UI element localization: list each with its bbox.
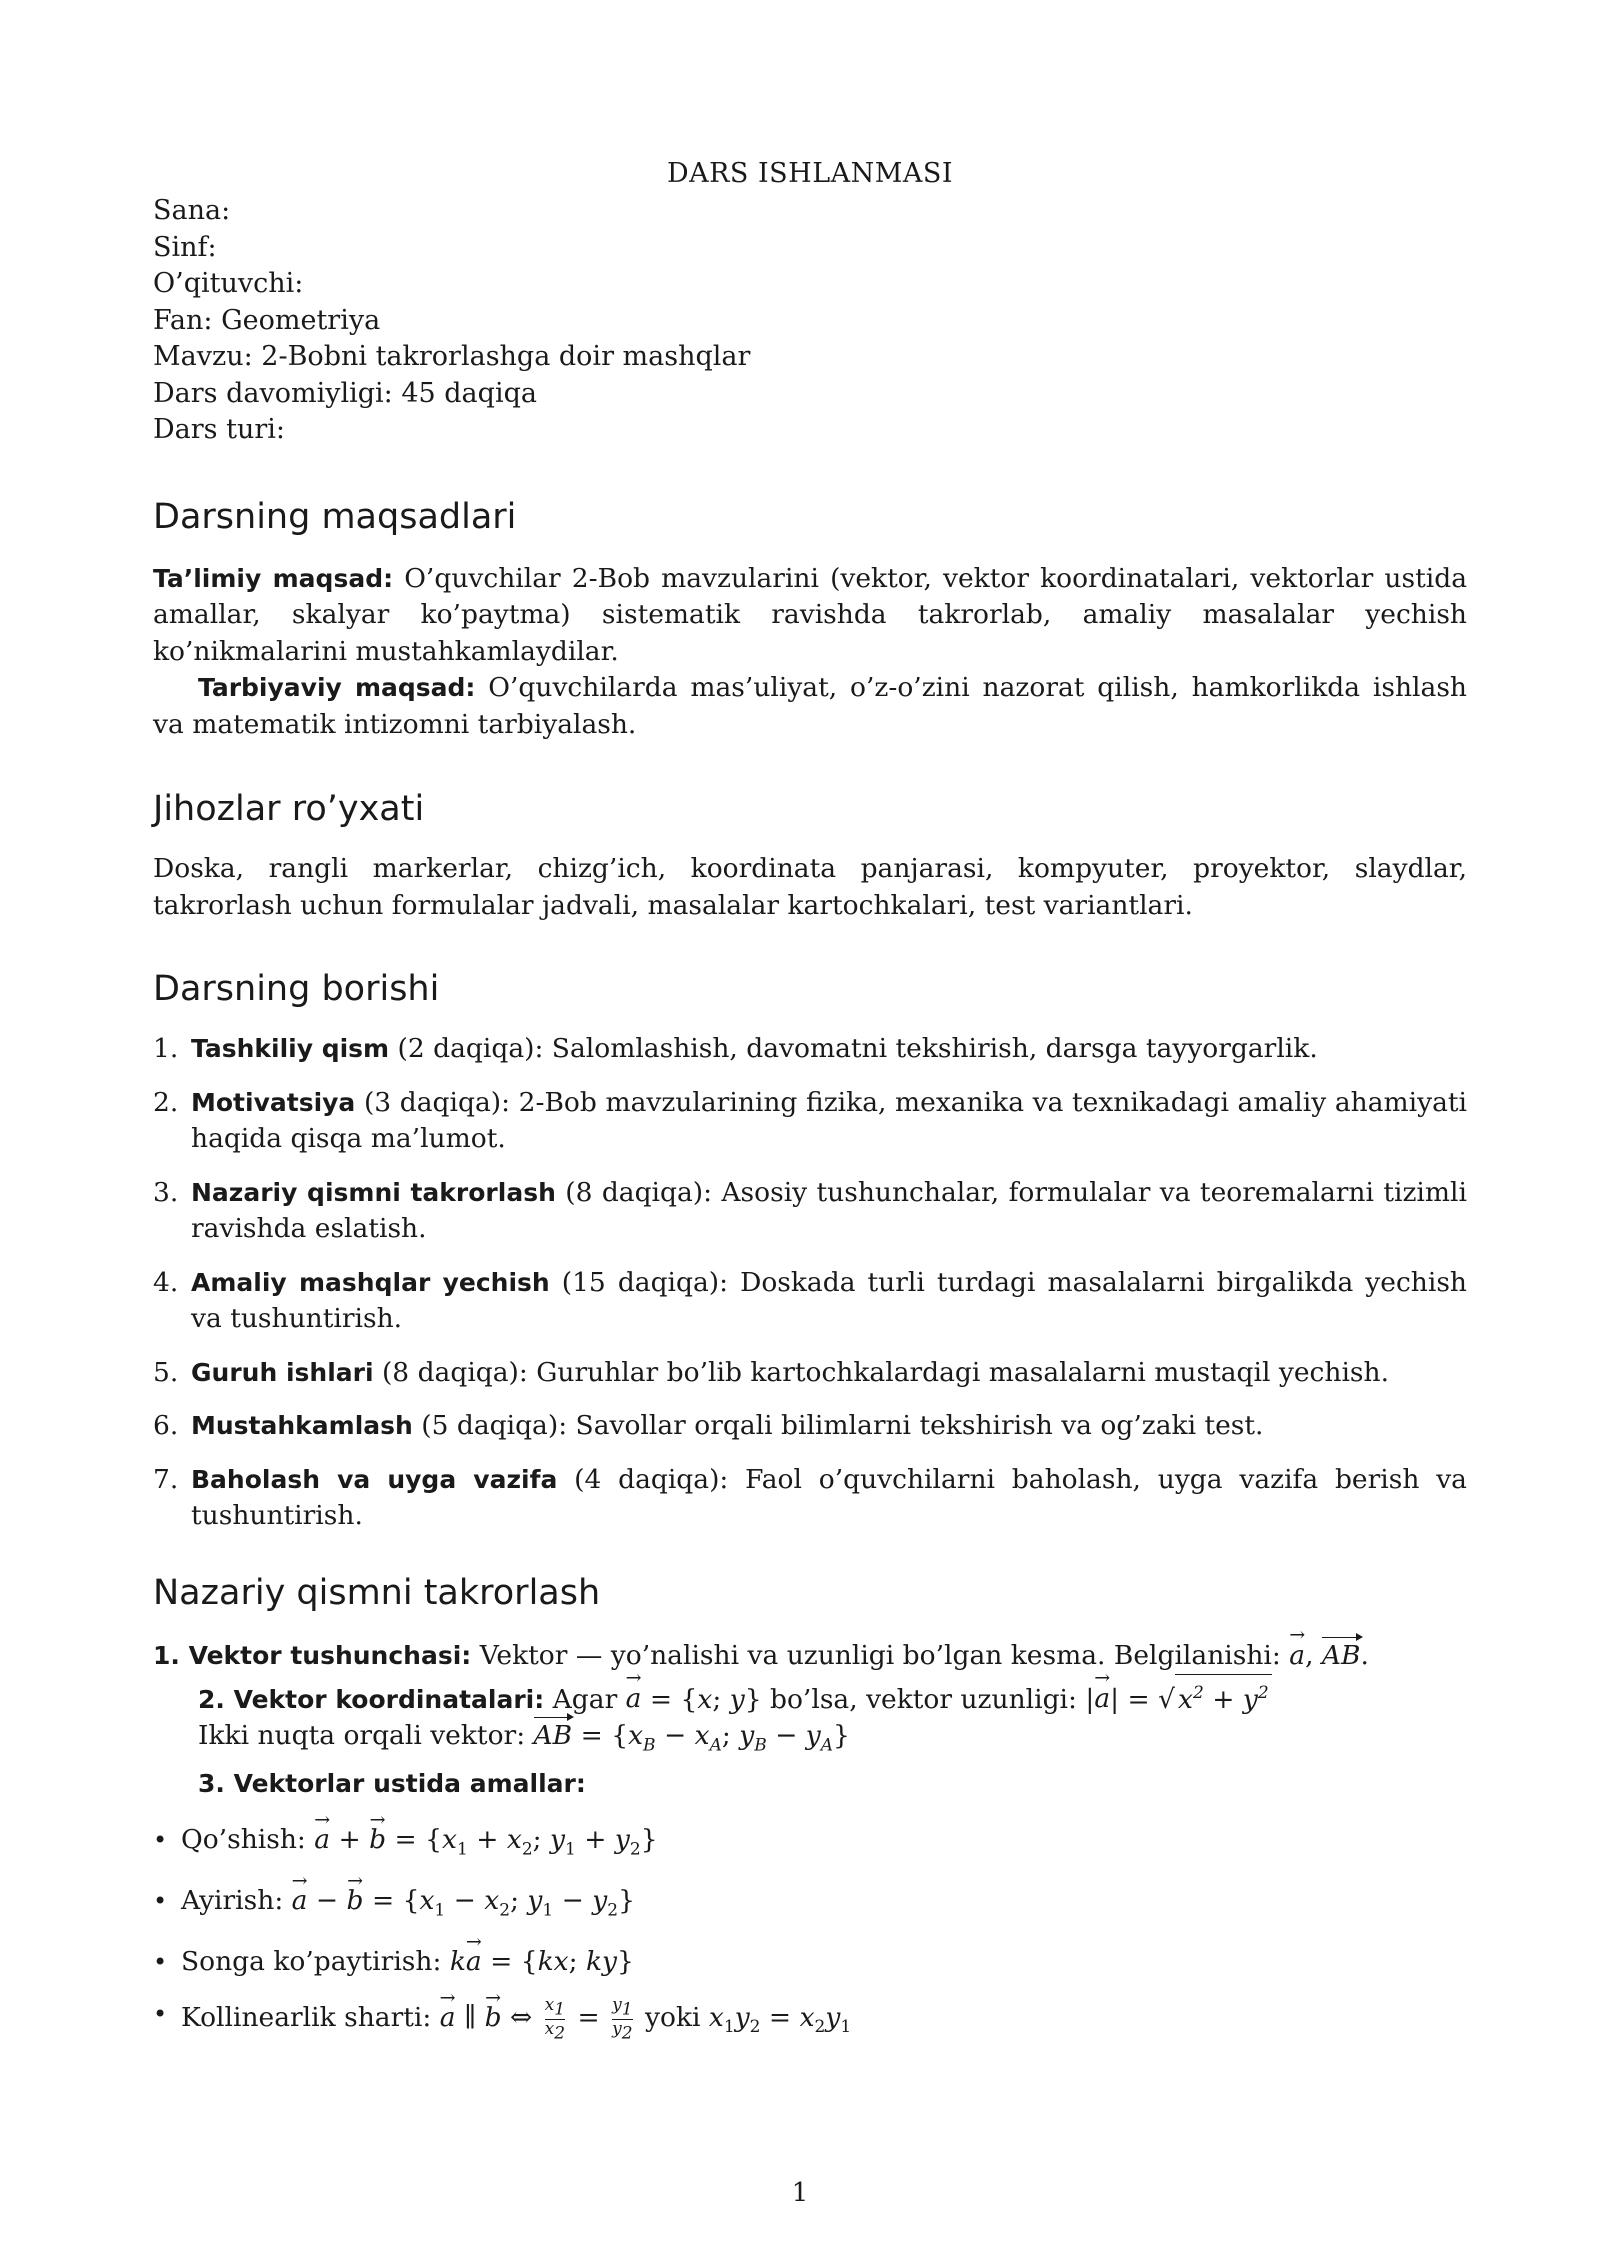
theory-item1-text: Vektor — yo’nalishi va uzunligi bo’lgan kesma. Belgilanishi: — [471, 1639, 1290, 1671]
theory-vector-coords: 2. Vektor koordinatalari: Agar → a = {x; y} bo’lsa, vektor uzunligi: |→ a| = √ $x^2 + y^2$ — [153, 1674, 1467, 1718]
formula-vector-ab: AB — [534, 1717, 573, 1754]
list-item — [153, 1175, 1467, 1248]
theory-operations-heading — [153, 1765, 1467, 1802]
theory-two-points-text: Ikki nuqta orqali vektor: — [198, 1720, 534, 1752]
list-item — [153, 1031, 1467, 1068]
step-number: 1. — [153, 1033, 179, 1064]
op-label: Ayirish: — [181, 1884, 292, 1916]
operations-list — [153, 1822, 1467, 2046]
step-text: (2 daqiqa): Salomlashish, davomatni tekshirish, darsga tayyorgarlik. — [389, 1033, 1318, 1064]
theory-block — [153, 1637, 1467, 1802]
formula-vector-b: → b — [485, 2000, 502, 2036]
educational-goal-text: O’quvchilar 2-Bob mavzularini (vektor, vektor koordinatalari, vektorlar ustida amallar, skalyar ko’paytma) sistematik ravishda takrorlab, amaliy masalalar yechish ko’nikmalarini mustahkamlaydilar. — [153, 562, 1467, 667]
step-title: Motivatsiya — [191, 1087, 356, 1117]
bullet-icon: • — [153, 1825, 168, 1854]
step-title: Baholash va uyga vazifa — [191, 1464, 558, 1494]
meta-lesson-type: Dars turi: — [153, 414, 285, 445]
theory-item2-label: 2. Vektor koordinatalari: — [198, 1684, 545, 1714]
formula-vector-a: → a — [292, 1883, 308, 1919]
section-heading-procedure: Darsning borishi — [153, 969, 440, 1009]
formula-vector-a: → a — [314, 1822, 330, 1858]
upbringing-goal — [153, 670, 1467, 743]
procedure-list — [153, 1031, 1467, 1535]
formula-vector-a: → a — [1289, 1637, 1305, 1674]
step-title: Guruh ishlari — [191, 1357, 374, 1387]
op-or-text: yoki — [636, 2002, 709, 2034]
step-text: (8 daqiqa): Asosiy tushunchalar, formulalar va teoremalarni tizimli ravishda eslatish. — [191, 1176, 1467, 1244]
educational-goal-label: Ta’limiy maqsad: — [153, 563, 394, 593]
formula-vector-ab: AB — [1322, 1637, 1361, 1674]
meta-block — [153, 193, 1467, 449]
formula-fraction-y: $\frac{y_1}{y_2}$ — [612, 1995, 633, 2043]
step-text: (15 daqiqa): Doskada turli turdagi masalalarni birgalikda yechish va tushuntirish. — [191, 1266, 1467, 1334]
section-heading-goals: Darsning maqsadlari — [153, 496, 517, 537]
step-title: Nazariy qismni takrorlash — [191, 1177, 556, 1207]
list-item: • Ayirish: → a − → $b = \{x_1 - x_2$; $y_1 - y_2$} — [153, 1883, 1467, 1928]
list-item: • Songa ko’paytirish: k→ a = {kx; ky} — [153, 1944, 1467, 1980]
meta-class: Sinf: — [153, 231, 217, 263]
list-item — [153, 1355, 1467, 1392]
step-number: 7. — [153, 1463, 179, 1495]
formula-vector-b: → b — [369, 1822, 386, 1858]
bullet-icon: • — [153, 1948, 168, 1977]
formula-vector-a: → a — [626, 1680, 642, 1717]
page-number: 1 — [791, 2178, 809, 2208]
list-item — [153, 1265, 1467, 1338]
theory-vector-concept: 1. Vektor tushunchasi: Vektor — yo’nalishi va uzunligi bo’lgan kesma. Belgilanishi: → a, AB. — [153, 1637, 1467, 1674]
educational-goal — [153, 561, 1467, 671]
list-item — [153, 1085, 1467, 1158]
section-heading-equipment: Jihozlar ro’yxati — [153, 789, 425, 829]
step-title: Amaliy mashqlar yechish — [191, 1267, 550, 1297]
meta-subject: Fan: Geometriya — [153, 304, 381, 336]
step-text: (5 daqiqa): Savollar orqali bilimlarni tekshirish va og’zaki test. — [412, 1410, 1264, 1441]
op-label: Songa ko’paytirish: — [181, 1946, 450, 1978]
step-text: (3 daqiqa): 2-Bob mavzularining fizika, mexanika va texnikadagi amaliy ahamiyati haqida qisqa ma’lumot. — [191, 1086, 1467, 1154]
list-item — [153, 1408, 1467, 1445]
meta-date: Sana: — [153, 195, 231, 226]
op-label: Kollinearlik sharti: — [181, 2002, 440, 2034]
step-title: Tashkiliy qism — [191, 1034, 390, 1063]
step-number: 2. — [153, 1086, 179, 1118]
meta-topic: Mavzu: 2-Bobni takrorlashga doir mashqlar — [153, 341, 751, 372]
step-number: 4. — [153, 1266, 179, 1298]
formula-vector-a: → a — [440, 2000, 456, 2036]
formula-vector-b: → b — [347, 1883, 364, 1919]
step-text: (4 daqiqa): Faol o’quvchilarni baholash, uyga vazifa berish va tushuntirish. — [191, 1463, 1467, 1531]
list-item — [153, 1462, 1467, 1535]
theory-item2-text-a: Agar — [544, 1683, 626, 1715]
theory-two-points: Ikki nuqta orqali vektor: AB = {$x_B - x_A$; $y_B - y_A$} — [153, 1717, 1467, 1764]
step-number: 3. — [153, 1176, 179, 1208]
document-page — [153, 150, 1467, 2061]
section-heading-theory: Nazariy qismni takrorlash — [153, 1572, 601, 1613]
theory-item3-label: 3. Vektorlar ustida amallar: — [198, 1768, 586, 1798]
bullet-icon: • — [153, 1886, 168, 1915]
meta-duration: Dars davomiyligi: 45 daqiqa — [153, 377, 537, 409]
step-text: (8 daqiqa): Guruhlar bo’lib kartochkalardagi masalalarni mustaqil yechish. — [373, 1356, 1390, 1388]
formula-vector-a: → a — [466, 1944, 482, 1980]
equipment-text: Doska, rangli markerlar, chizg’ich, koordinata panjarasi, kompyuter, proyektor, slaydlar, takrorlash uchun formulalar jadvali, masalalar kartochkalari, test variantlari. — [153, 853, 1467, 921]
formula-fraction-x: $\frac{x_1}{x_2}$ — [544, 1995, 566, 2043]
step-number: 6. — [153, 1410, 179, 1441]
op-label: Qo’shish: — [181, 1823, 315, 1855]
step-number: 5. — [153, 1356, 179, 1388]
bullet-icon: • — [153, 2000, 168, 2029]
theory-item1-label: 1. Vektor tushunchasi: — [153, 1640, 472, 1670]
document-title: DARS ISHLANMASI — [666, 158, 954, 189]
upbringing-goal-label: Tarbiyaviy maqsad: — [198, 673, 476, 702]
formula-vector-a: → a — [1094, 1680, 1110, 1717]
list-item: • Qo’shish: → a + → $b = \{x_1 + x_2$; $y_1 + y_2$} — [153, 1822, 1467, 1867]
formula-sqrt: $x^2 + y^2$ — [1175, 1674, 1272, 1718]
meta-teacher: O’qituvchi: — [153, 268, 304, 299]
step-title: Mustahkamlash — [191, 1411, 413, 1440]
list-item: • Kollinearlik sharti: → a ∥ → b ⇔ $\frac{x_1}{x_2}$ = $\frac{y_1}{y_2}$ yoki $x_1y_2 = x_2y_1$ — [153, 1996, 1467, 2045]
upbringing-goal-text: O’quvchilarda mas’uliyat, o’z-o’zini nazorat qilish, hamkorlikda ishlash va matematik intizomni tarbiyalash. — [153, 672, 1467, 740]
theory-item2-text-b: bo’lsa, vektor uzunligi: — [761, 1683, 1086, 1715]
